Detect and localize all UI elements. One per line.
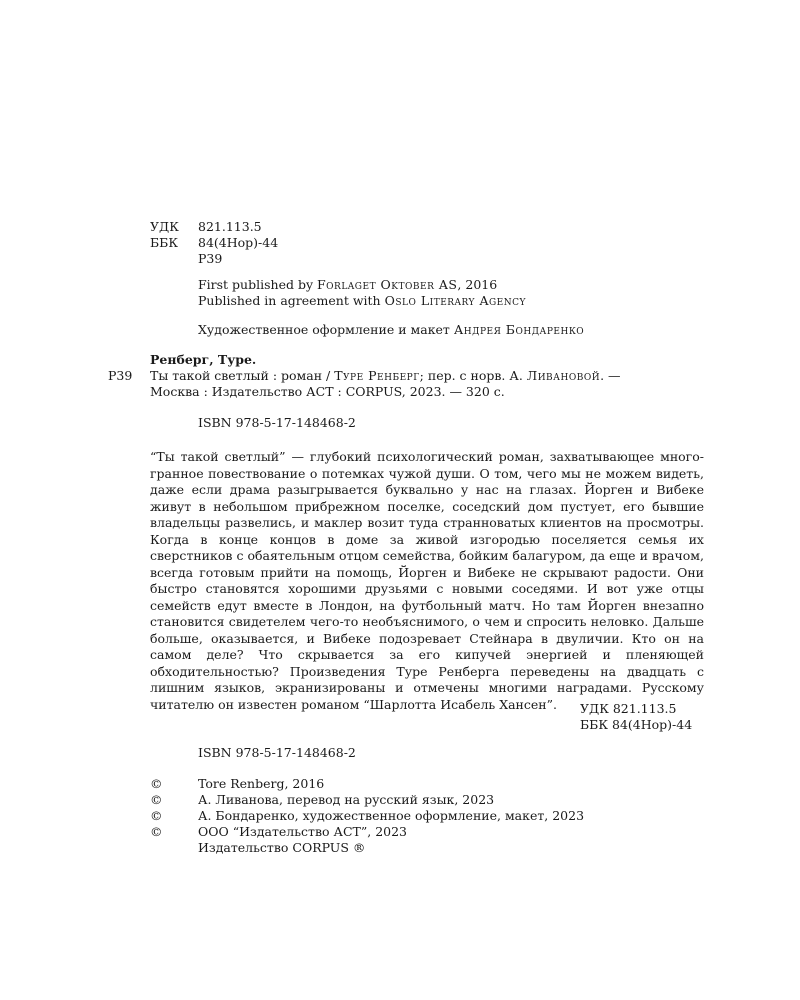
first-published-line [198, 277, 497, 292]
author-mark: Р39 [198, 251, 223, 266]
copyright-text: Tore Renberg, 2016 [198, 776, 325, 791]
copyright-symbol: © [150, 792, 163, 807]
catalog-title: Ты такой светлый : роман / [150, 368, 331, 383]
first-published-prefix: First published by [198, 277, 314, 292]
copyright-text: А. Бондаренко, художественное оформление, макет, 2023 [198, 808, 585, 823]
first-published-name: Forlaget Oktober AS [317, 277, 458, 292]
catalog-mark: Р39 [108, 368, 133, 383]
copyright-symbol: © [150, 824, 163, 839]
annotation-paragraph: “Ты такой светлый” — глубокий психологический роман, захватывающее многогранное повествование о потемках чужой души. О том, чего мы не можем видеть, даже если драма разыгрывается буквально у нас на глазах. Йорген и Вибеке живут в небольшом прибрежном поселке, соседский дом пустует, его бывшие владельцы развелись, и маклер возит туда странноватых клиентов на просмотры. Когда в конце концов в доме за живой изгородью поселяется семья их сверстников с обаятельным отцом семейства, бойким балагуром, да еще и врачом, всегда готовым прийти на помощь, Йорген и Вибеке не скрывают радости. Они быстро становятся хорошими друзьями с новыми соседями. И вот уже отцы семейств едут вместе в Лондон, на футбольный матч. Но там Йорген внезапно становится свидетелем чего-то необъяснимого, о чем и спросить неловко. Дальше больше, оказывается, и Вибеке подозревает Стейнара в двуличии. Кто он на самом деле? Что скрывается за его кипучей энергией и пленяющей обходительностью? Произведения Туре Ренберга переведены на двадцать с лишним языков, экранизированы и отмечены многими наградами. Русскому читателю он известен романом “Шарлотта Исабель Хансен”. [150, 449, 704, 712]
design-name: Андрея Бондаренко [453, 322, 585, 337]
copyright-symbol: © [150, 808, 163, 823]
copyright-text: А. Ливанова, перевод на русский язык, 2023 [198, 792, 495, 807]
catalog-author-name: Туре Ренберг [334, 368, 420, 383]
catalog-author: Ренберг, Туре. [150, 352, 257, 367]
catalog-translation: ; пер. с норв. А. [419, 368, 523, 383]
bbk-value: 84(4Нор)-44 [198, 235, 279, 250]
agreement-prefix: Published in agreement with [198, 293, 381, 308]
design-credit-line [198, 322, 584, 337]
catalog-isbn: ISBN 978-5-17-148468-2 [198, 415, 356, 430]
catalog-line1-end: . — [600, 368, 621, 383]
first-published-suffix: , 2016 [457, 277, 498, 292]
bottom-udk: УДК 821.113.5 [580, 701, 677, 716]
catalog-translator: Ливановой [526, 368, 601, 383]
agreement-name: Oslo Literary Agency [384, 293, 526, 308]
udk-value: 821.113.5 [198, 219, 262, 234]
bottom-isbn: ISBN 978-5-17-148468-2 [198, 745, 356, 760]
bottom-bbk: ББК 84(4Нор)-44 [580, 717, 693, 732]
bbk-label: ББК [150, 235, 179, 250]
copyright-text: ООО “Издательство АСТ”, 2023 [198, 824, 408, 839]
copyright-symbol: © [150, 776, 163, 791]
udk-label: УДК [150, 219, 179, 234]
catalog-line-2: Москва : Издательство АСТ : CORPUS, 2023. — 320 с. [150, 384, 505, 399]
catalog-line-1 [150, 368, 621, 383]
copyright-text: Издательство CORPUS ® [198, 840, 366, 855]
design-prefix: Художественное оформление и макет [198, 322, 450, 337]
agreement-line [198, 293, 526, 308]
